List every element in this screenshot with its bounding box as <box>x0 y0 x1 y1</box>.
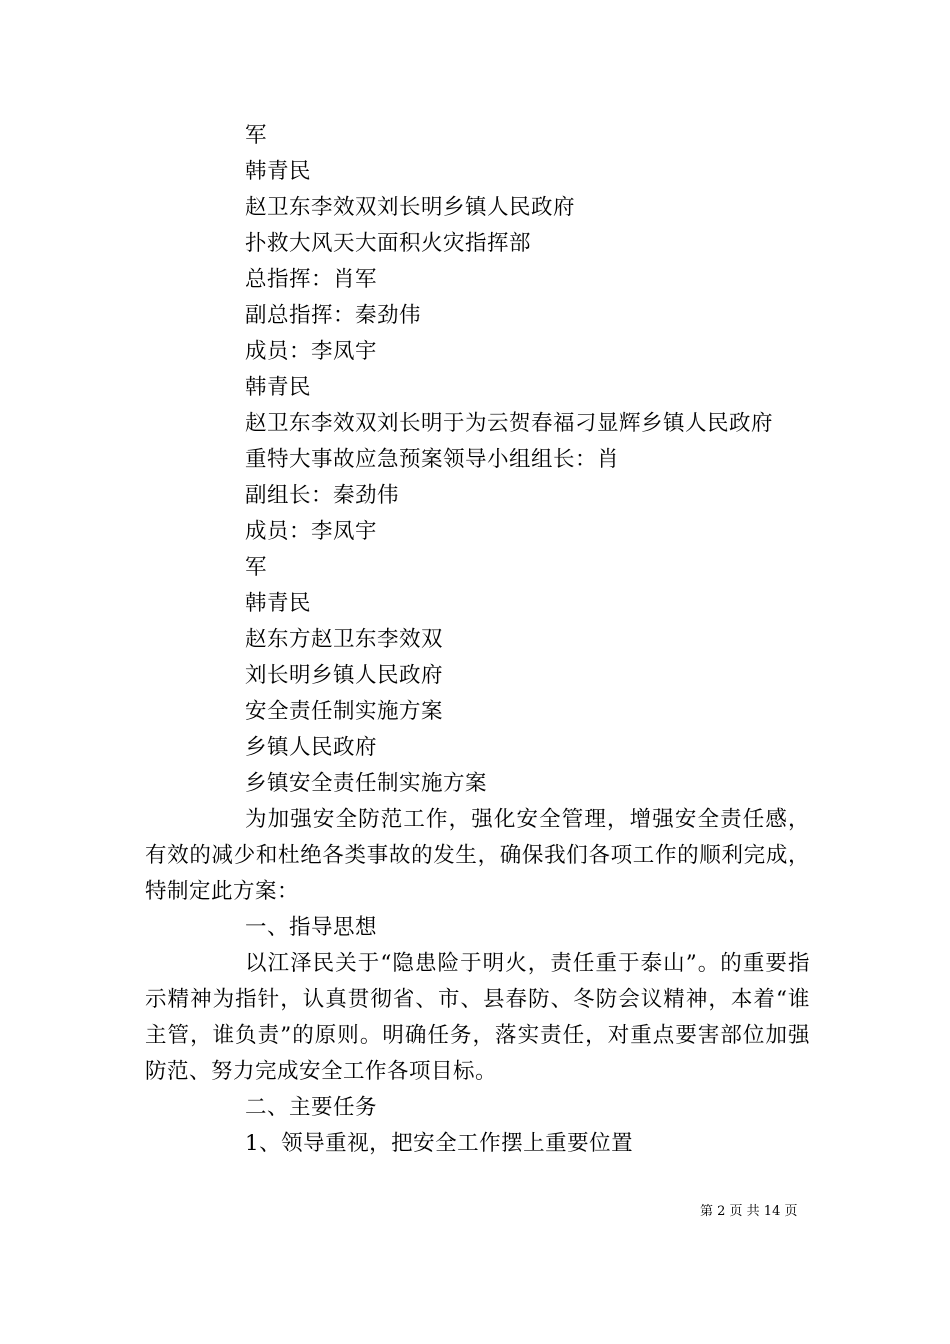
text-line: 韩青民 <box>245 159 312 184</box>
text-line: 总指挥：肖军 <box>245 267 378 292</box>
text-line: 安全责任制实施方案 <box>245 699 444 724</box>
guiding-paragraph: 以江泽民关于“隐患险于明火，责任重于泰山”。的重要指示精神为指针，认真贯彻省、市、县春防、冬防会议精神，本着“谁主管，谁负责”的原则。明确任务，落实责任，对重点要害部位加强防范、努力完成安全工作各项目标。 <box>145 951 810 1084</box>
text-line: 赵卫东李效双刘长明乡镇人民政府 <box>245 195 576 220</box>
text-line: 乡镇人民政府 <box>245 735 378 760</box>
section-heading-tasks: 二、主要任务 <box>245 1095 378 1120</box>
text-line: 副总指挥：秦劲伟 <box>245 303 422 328</box>
text-line: 成员：李凤宇 <box>245 339 378 364</box>
text-line: 赵东方赵卫东李效双 <box>245 627 444 652</box>
text-line: 刘长明乡镇人民政府 <box>245 663 444 688</box>
text-line: 乡镇安全责任制实施方案 <box>245 771 488 796</box>
page-number: 第 2 页 共 14 页 <box>700 1204 798 1219</box>
task-item: 1、领导重视，把安全工作摆上重要位置 <box>245 1131 634 1156</box>
text-line: 军 <box>245 555 268 580</box>
page-content <box>145 118 810 1162</box>
text-line: 赵卫东李效双刘长明于为云贺春福刁显辉乡镇人民政府 <box>245 411 774 436</box>
text-line: 副组长：秦劲伟 <box>245 483 400 508</box>
section-heading-guiding: 一、指导思想 <box>245 915 378 940</box>
text-line: 重特大事故应急预案领导小组组长：肖 <box>245 447 620 472</box>
text-line: 军 <box>245 123 268 148</box>
text-line: 扑救大风天大面积火灾指挥部 <box>245 231 532 256</box>
intro-paragraph: 为加强安全防范工作，强化安全管理，增强安全责任感，有效的减少和杜绝各类事故的发生，确保我们各项工作的顺利完成，特制定此方案： <box>145 807 810 904</box>
text-line: 成员：李凤宇 <box>245 519 378 544</box>
text-line: 韩青民 <box>245 375 312 400</box>
text-line: 韩青民 <box>245 591 312 616</box>
